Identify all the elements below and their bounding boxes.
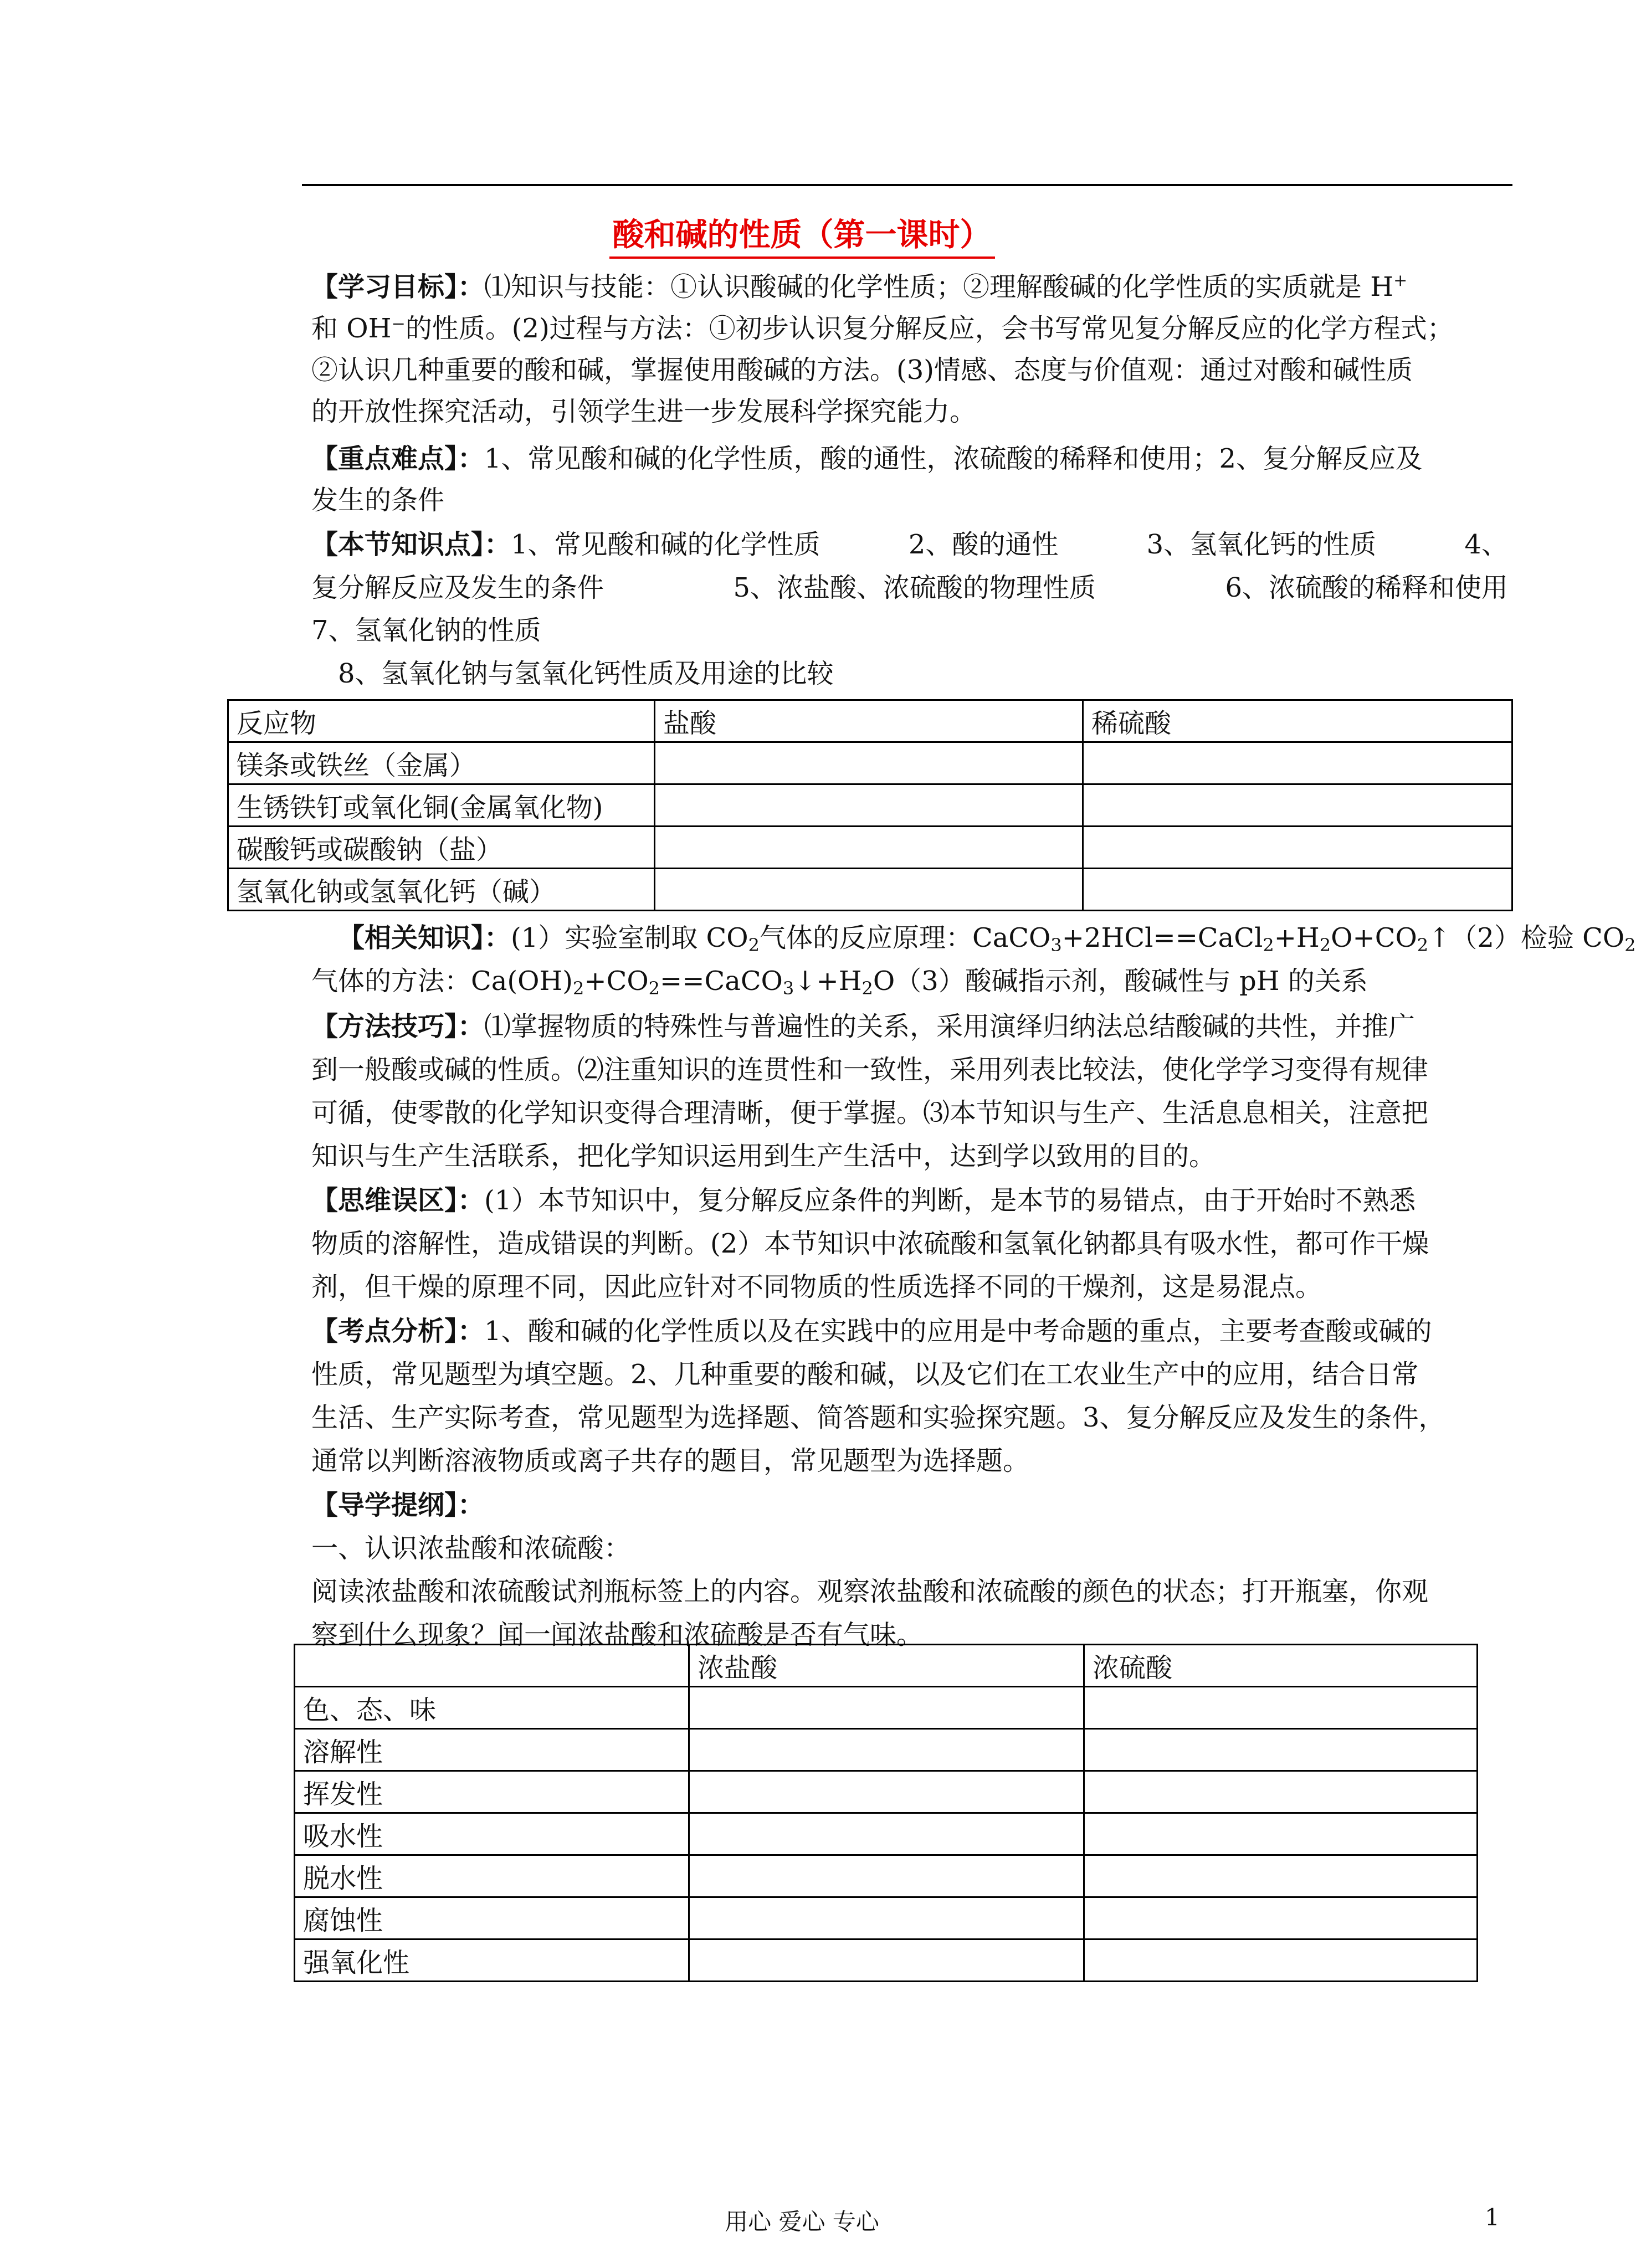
mistakes-line-2: 物质的溶解性，造成错误的判断。(2）本节知识中浓硫酸和氢氧化钠都具有吸水性，都可作干燥 (311, 1228, 1429, 1259)
table-row (295, 1855, 1478, 1897)
table-header-cell: 稀硫酸 (1083, 700, 1512, 742)
table-row (228, 742, 1512, 784)
table-cell (1084, 1729, 1478, 1771)
table-row (295, 1897, 1478, 1939)
table-cell (1084, 1897, 1478, 1939)
table-cell (1084, 1939, 1478, 1982)
table-cell: 脱水性 (295, 1855, 689, 1897)
reaction-table (227, 699, 1513, 911)
table-cell: 强氧化性 (295, 1939, 689, 1982)
table-row (295, 1813, 1478, 1855)
table-cell (1083, 784, 1512, 827)
table-row (228, 827, 1512, 869)
table-cell (689, 1939, 1084, 1982)
keypoints-line-2: 发生的条件 (311, 485, 445, 516)
page-number: 1 (1485, 2204, 1500, 2231)
footer-text: 用心 爱心 专心 (725, 2208, 879, 2235)
knowledge-line-4: 8、氢氧化钠与氢氧化钙性质及用途的比较 (338, 658, 834, 689)
outline-line-2: 察到什么现象？闻一闻浓盐酸和浓硫酸是否有气味。 (311, 1619, 924, 1650)
page-title: 酸和碱的性质（第一课时） (0, 209, 1604, 255)
table-cell (689, 1687, 1084, 1729)
goals-line-4: 的开放性探究活动，引领学生进一步发展科学探究能力。 (311, 396, 977, 427)
table-header-cell: 浓硫酸 (1084, 1645, 1478, 1687)
table-header-cell: 浓盐酸 (689, 1645, 1084, 1687)
table-cell: 色、态、味 (295, 1687, 689, 1729)
acid-properties-table (294, 1644, 1478, 1982)
section-heading: 一、认识浓盐酸和浓硫酸： (311, 1533, 631, 1564)
table-cell: 腐蚀性 (295, 1897, 689, 1939)
analysis-line-4: 通常以判断溶液物质或离子共存的题目，常见题型为选择题。 (311, 1445, 1030, 1476)
methods-line-1: 【方法技巧】：⑴掌握物质的特殊性与普遍性的关系，采用演绎归纳法总结酸碱的共性，并推广 (311, 1011, 1416, 1042)
table-cell (689, 1855, 1084, 1897)
table-cell (655, 827, 1083, 869)
table-cell (689, 1771, 1084, 1813)
table-cell (655, 742, 1083, 784)
table-row (295, 1687, 1478, 1729)
table-cell: 碳酸钙或碳酸钠（盐） (228, 827, 655, 869)
table-row (228, 869, 1512, 911)
table-header-cell: 盐酸 (655, 700, 1083, 742)
mistakes-line-1: 【思维误区】：(1）本节知识中，复分解反应条件的判断，是本节的易错点，由于开始时不熟悉 (311, 1185, 1416, 1216)
analysis-line-3: 生活、生产实际考查，常见题型为选择题、简答题和实验探究题。3、复分解反应及发生的条件， (311, 1402, 1445, 1433)
table-cell (1084, 1813, 1478, 1855)
table-cell (1083, 869, 1512, 911)
table-cell (1084, 1771, 1478, 1813)
related-line-1: 【相关知识】：(1）实验室制取 $CO_2$气体的反应原理：$CaCO_3+2HCl==CaCl_2+H_2O+CO_2↑(2)$检验 $CO_2$ (338, 922, 1636, 956)
methods-line-4: 知识与生产生活联系，把化学知识运用到生产生活中，达到学以致用的目的。 (311, 1141, 1216, 1172)
header-rule (302, 184, 1512, 186)
table-row (295, 1729, 1478, 1771)
table-cell (689, 1897, 1084, 1939)
table-row (295, 1771, 1478, 1813)
table-header-cell: 反应物 (228, 700, 655, 742)
goals-line-3: ②认识几种重要的酸和碱，掌握使用酸碱的方法。(3)情感、态度与价值观：通过对酸和碱性质 (311, 355, 1413, 386)
table-cell (1083, 742, 1512, 784)
table-cell: 生锈铁钉或氧化铜(金属氧化物) (228, 784, 655, 827)
analysis-line-1: 【考点分析】：1、酸和碱的化学性质以及在实践中的应用是中考命题的重点，主要考查酸或碱的 (311, 1316, 1432, 1347)
knowledge-line-3: 7、氢氧化钠的性质 (311, 615, 541, 646)
methods-line-2: 到一般酸或碱的性质。⑵注重知识的连贯性和一致性，采用列表比较法，使化学学习变得有规律 (311, 1054, 1429, 1085)
table-header-row (295, 1645, 1478, 1687)
table-row (228, 784, 1512, 827)
table-cell: 溶解性 (295, 1729, 689, 1771)
table-header-cell (295, 1645, 689, 1687)
goals-line-2: 和 OH⁻的性质。(2)过程与方法：①初步认识复分解反应，会书写常见复分解反应的化学方程式； (311, 313, 1454, 344)
outline-line-1: 阅读浓盐酸和浓硫酸试剂瓶标签上的内容。观察浓盐酸和浓硫酸的颜色的状态；打开瓶塞，你观 (311, 1576, 1429, 1607)
table-header-row (228, 700, 1512, 742)
table-cell (689, 1813, 1084, 1855)
table-cell (1084, 1855, 1478, 1897)
knowledge-line-1: 【本节知识点】：1、常见酸和碱的化学性质 2、酸的通性 3、氢氧化钙的性质 4、 (311, 529, 1508, 560)
outline-label: 【导学提纲】： (311, 1490, 485, 1521)
table-cell (689, 1729, 1084, 1771)
table-cell: 吸水性 (295, 1813, 689, 1855)
mistakes-line-3: 剂，但干燥的原理不同，因此应针对不同物质的性质选择不同的干燥剂，这是易混点。 (311, 1271, 1322, 1302)
table-cell (655, 869, 1083, 911)
table-cell: 镁条或铁丝（金属） (228, 742, 655, 784)
analysis-line-2: 性质，常见题型为填空题。2、几种重要的酸和碱，以及它们在工农业生产中的应用，结合日常 (311, 1359, 1419, 1390)
table-cell (1083, 827, 1512, 869)
table-cell (1084, 1687, 1478, 1729)
goals-line-1: 【学习目标】：⑴知识与技能：①认识酸碱的化学性质；②理解酸碱的化学性质的实质就是 H+ (311, 271, 1408, 302)
knowledge-line-2: 复分解反应及发生的条件 5、浓盐酸、浓硫酸的物理性质 6、浓硫酸的稀释和使用 (311, 572, 1508, 603)
methods-line-3: 可循，使零散的化学知识变得合理清晰，便于掌握。⑶本节知识与生产、生活息息相关，注意把 (311, 1097, 1429, 1128)
table-cell (655, 784, 1083, 827)
table-cell: 氢氧化钠或氢氧化钙（碱） (228, 869, 655, 911)
keypoints-line-1: 【重点难点】：1、常见酸和碱的化学性质，酸的通性，浓硫酸的稀释和使用；2、复分解反应及 (311, 443, 1423, 474)
table-cell: 挥发性 (295, 1771, 689, 1813)
table-row (295, 1939, 1478, 1982)
related-line-2: 气体的方法：$Ca(OH)_2+CO_2==CaCO_3↓+H_2O(3)$酸碱指示剂，酸碱性与 pH 的关系 (311, 966, 1368, 999)
